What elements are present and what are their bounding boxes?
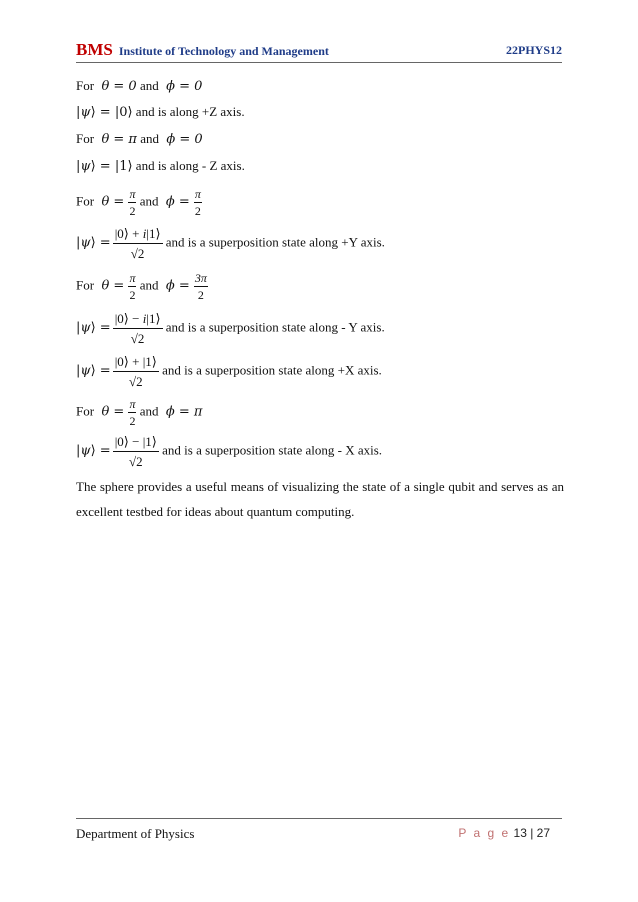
- footer-department: Department of Physics: [76, 826, 195, 841]
- and-label: and: [140, 131, 160, 146]
- footer-divider: [76, 818, 562, 819]
- condition-line-3: [76, 188, 202, 217]
- state-line-3: [76, 227, 385, 260]
- state-line-4: [76, 312, 385, 345]
- for-label: For: [76, 131, 95, 146]
- page-number: [458, 826, 550, 840]
- math-pi-over-2: $\frac{\pi}{2}$: [129, 397, 136, 428]
- state-line-1: [76, 104, 245, 120]
- math-theta: θ =: [97, 404, 129, 420]
- body-paragraph: The sphere provides a useful means of visualizing the state of a single qubit and serves as an excellent testbed for ideas about quantum computing.: [76, 479, 564, 519]
- math-phi-eq-0: ϕ = 0: [161, 79, 203, 94]
- state-line-2: [76, 158, 245, 174]
- state-line-6: [76, 435, 382, 468]
- page-header: [76, 40, 562, 60]
- math-phi-eq-pi: ϕ = π: [161, 404, 203, 420]
- math-pi-over-2: $\frac{\pi}{2}$: [194, 187, 201, 218]
- state-desc-6: and is a superposition state along - X axis.: [162, 442, 383, 458]
- and-label: and: [139, 277, 159, 293]
- for-label: For: [76, 78, 95, 93]
- math-minus-x-state: $\frac{|0⟩ - |1⟩}{√2}$: [114, 434, 157, 469]
- condition-line-5: [76, 398, 202, 427]
- math-psi-eq-ket1: |ψ⟩ = |1⟩: [76, 159, 133, 174]
- state-desc-4: and is a superposition state along - Y axis.: [165, 319, 385, 335]
- brand-rest: Institute of Technology and Management: [118, 44, 329, 58]
- state-line-5: [76, 355, 382, 388]
- math-3pi-over-2: $\frac{3\pi}{2}$: [194, 271, 207, 302]
- state-desc-2: and is along - Z axis.: [135, 158, 245, 173]
- brand-bms: BMS: [76, 40, 113, 59]
- math-theta: θ =: [97, 194, 129, 210]
- page-word: P a g e: [458, 826, 511, 840]
- math-phi: ϕ =: [161, 278, 194, 294]
- math-phi-eq-0: ϕ = 0: [162, 132, 203, 147]
- math-psi: |ψ⟩ =: [76, 235, 111, 251]
- and-label: and: [139, 403, 159, 419]
- page-count: 13 | 27: [513, 826, 550, 840]
- math-psi: |ψ⟩ =: [76, 363, 111, 379]
- math-pi-over-2: $\frac{\pi}{2}$: [129, 271, 136, 302]
- math-minus-y-state: $\frac{|0⟩ - i|1⟩}{√2}$: [114, 311, 161, 346]
- state-desc-1: and is along +Z axis.: [135, 104, 245, 119]
- math-plus-x-state: $\frac{|0⟩ + |1⟩}{√2}$: [114, 354, 157, 389]
- condition-line-2: [76, 131, 203, 147]
- math-plus-y-state: $\frac{|0⟩ + i|1⟩}{√2}$: [114, 226, 161, 261]
- for-label: For: [76, 277, 95, 293]
- course-code: 22PHYS12: [505, 43, 562, 57]
- math-theta-eq-0: θ = 0: [97, 79, 137, 94]
- state-desc-3: and is a superposition state along +Y axis.: [165, 234, 385, 250]
- condition-line-4: [76, 272, 208, 301]
- math-psi-eq-ket0: |ψ⟩ = |0⟩: [76, 105, 133, 120]
- math-pi-over-2: $\frac{\pi}{2}$: [129, 187, 136, 218]
- for-label: For: [76, 403, 95, 419]
- for-label: For: [76, 193, 95, 209]
- math-psi: |ψ⟩ =: [76, 320, 111, 336]
- math-phi: ϕ =: [161, 194, 194, 210]
- math-theta: θ =: [97, 278, 129, 294]
- institution-name: [76, 40, 329, 60]
- state-desc-5: and is a superposition state along +X axis.: [162, 362, 382, 378]
- condition-line-1: [76, 78, 202, 94]
- math-theta-eq-pi: θ = π: [97, 132, 137, 147]
- header-divider: [76, 62, 562, 63]
- and-label: and: [139, 193, 159, 209]
- math-psi: |ψ⟩ =: [76, 443, 111, 459]
- and-label: and: [139, 78, 159, 93]
